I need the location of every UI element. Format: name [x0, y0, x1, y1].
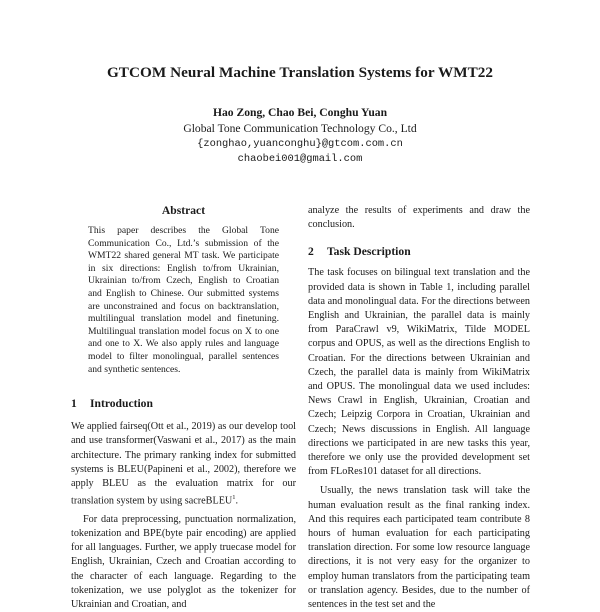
section-heading-task-description — [308, 245, 530, 258]
author-affiliation: Global Tone Communication Technology Co., Ltd — [183, 122, 417, 135]
task-paragraph-1: The task focuses on bilingual text translation and the provided data is shown in Table 1, including parallel data and monolingual data. For the directions between English and Ukrainian, the parallel data is mainly from ParaCrawl v9, WikiMatrix, Tilde MODEL corpus and OPUS, as well as the directions English to Croatian. For the directions between Ukrainian and Czech, the parallel data is mainly from WikiMatrix and OPUS. The monolingual data we used includes: News Crawl in English, Ukrainian, Croatian and Czech; Leipzig Corpora in Croatian, Ukrainian and Czech; News discussions in English. All language directions we participated in are new tasks this year, therefore we only use the provided development set from FLoRes101 dataset for all directions. — [308, 267, 530, 478]
intro-paragraph-1-end: . — [235, 495, 239, 507]
abstract-text: This paper describes the Global Tone Communication Co., Ltd.’s submission of the WMT22 shared general MT task. We participate in six directions: English to/from Ukrainian, Ukrainian to/from Czech, English to Croatian and English to Chinese. Our submitted systems are unconstrained and focus on backtranslation, multilingual translation model and finetuning. Multilingual translation model focus on X to one and one to X. We also apply rules and language model to filter monolingual, parallel sentences and synthetic sentences. — [88, 225, 279, 375]
right-column — [308, 204, 530, 612]
intro-paragraph-2: For data preprocessing, punctuation normalization, tokenization and BPE(byte pair encoding) are applied for all languages. Further, we apply truecase model for English, Ukrainian, Czech and Croatian according to the character of each language. Regarding to the tokenization, we use polyglot as the tokenizer for Ukrainian and Croatian, and — [71, 513, 296, 610]
intro-paragraph-1 — [71, 420, 296, 509]
section-title: Task Description — [327, 245, 411, 259]
section-title: Introduction — [90, 397, 153, 411]
section-heading-introduction — [71, 397, 296, 410]
author-email-secondary: chaobei001@gmail.com — [237, 153, 363, 165]
intro-paragraph-1-text: We applied fairseq(Ott et al., 2019) as our develop tool and use transformer(Vaswani et al., 2017) as the main architecture. The primary ranking index for submitted systems is BLEU(Papineni et al., 2002), therefore we apply BLEU as the evaluation matrix for our translation system by using sacreBLEU — [71, 421, 296, 507]
author-email-primary: {zonghao,yuanconghu}@gtcom.com.cn — [197, 138, 403, 150]
section-number: 2 — [308, 245, 314, 259]
left-column — [71, 204, 296, 612]
section-number: 1 — [71, 397, 77, 411]
footnote-marker: 1 — [232, 494, 236, 502]
task-paragraph-2: Usually, the news translation task will take the human evaluation result as the final ranking index. And this requires each participated team contribute 8 hours of human evaluation for each participating translation direction. For some low resource language directions, it is not very easy for the organizer to employ human translators from the participating team or translation agency. Besides, due to the number of sentences in the test set and the — [308, 485, 530, 611]
right-column-lead-text: analyze the results of experiments and draw the conclusion. — [308, 205, 530, 231]
paper-title: GTCOM Neural Machine Translation Systems for WMT22 — [106, 64, 494, 81]
abstract-heading: Abstract — [161, 204, 206, 217]
paper-authors: Hao Zong, Chao Bei, Conghu Yuan — [212, 106, 388, 119]
